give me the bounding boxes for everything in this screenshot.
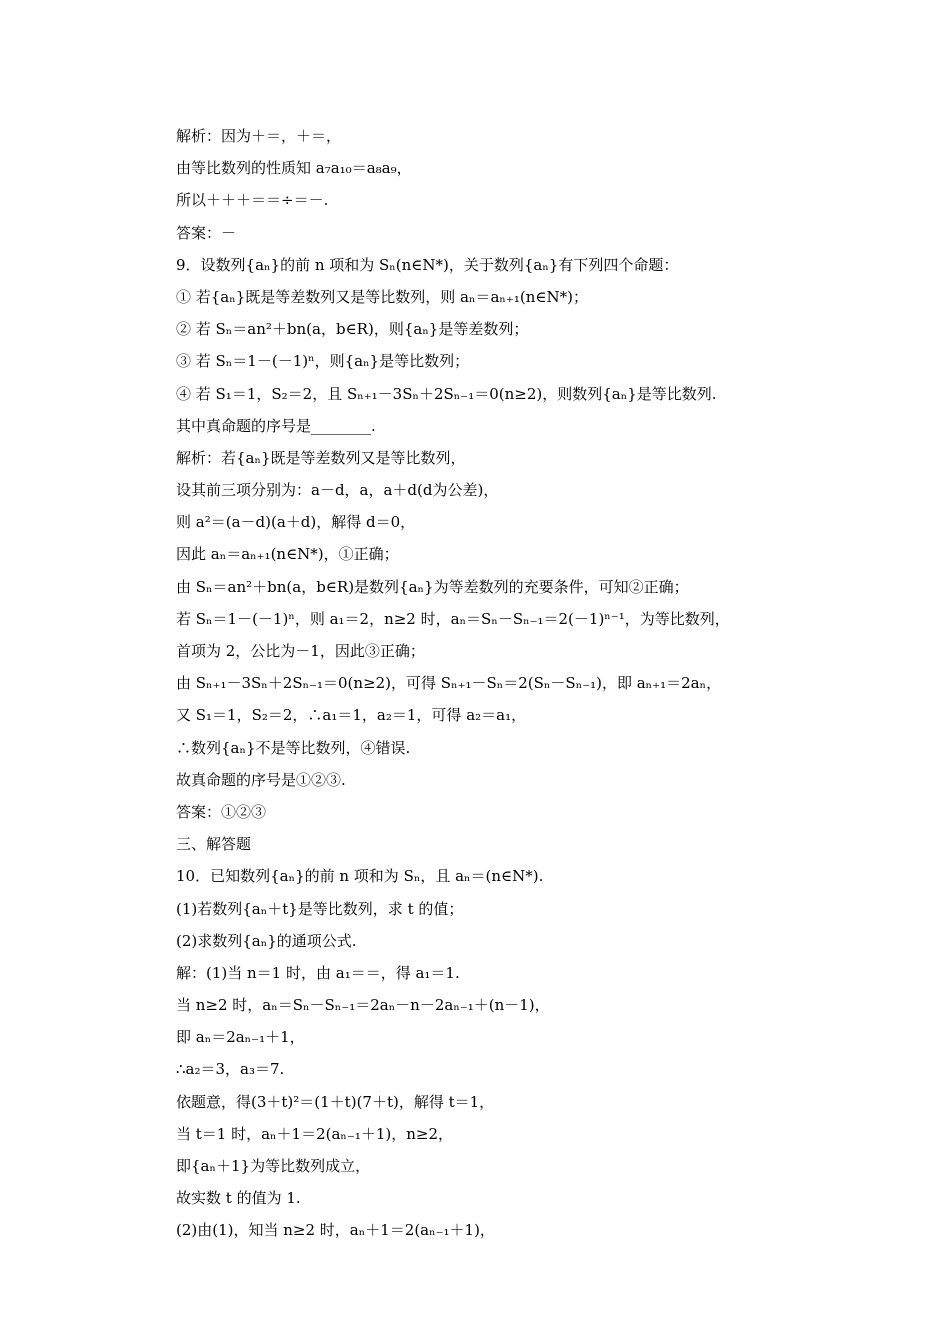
text-line: 解：(1)当 n＝1 时，由 a₁＝＝，得 a₁＝1. xyxy=(176,963,460,982)
text-line: 因此 aₙ＝aₙ₊₁(n∈N*)，①正确； xyxy=(176,545,399,564)
text-line: ∴a₂＝3，a₃＝7. xyxy=(176,1060,285,1079)
text-line: 由等比数列的性质知 a₇a₁₀＝a₈a₉， xyxy=(176,159,412,178)
text-line: 10．已知数列{aₙ}的前 n 项和为 Sₙ，且 aₙ＝(n∈N*). xyxy=(176,867,544,886)
text-line: 设其前三项分别为：a－d，a，a＋d(d为公差)， xyxy=(176,481,499,500)
text-line: ③ 若 Sₙ＝1－(－1)ⁿ，则{aₙ}是等比数列； xyxy=(176,352,470,371)
text-line: 当 n≥2 时，aₙ＝Sₙ－Sₙ₋₁＝2aₙ－n－2aₙ₋₁＋(n－1)， xyxy=(176,996,550,1015)
text-line: 故真命题的序号是①②③. xyxy=(176,770,346,789)
text-line: 所以＋＋＋＝＝÷＝－. xyxy=(176,191,329,210)
document-body xyxy=(176,120,816,1247)
text-line: 又 S₁＝1，S₂＝2，∴a₁＝1，a₂＝1，可得 a₂＝a₁， xyxy=(176,706,527,725)
text-line: ④ 若 S₁＝1，S₂＝2，且 Sₙ₊₁－3Sₙ＋2Sₙ₋₁＝0(n≥2)，则数列{aₙ}是等比数列. xyxy=(176,384,717,403)
text-line: 当 t＝1 时，aₙ＋1＝2(aₙ₋₁＋1)，n≥2， xyxy=(176,1124,454,1143)
text-line: 解析：若{aₙ}既是等差数列又是等比数列， xyxy=(176,448,466,467)
text-line: 解析：因为＋＝，＋＝， xyxy=(176,127,342,145)
text-line: 由 Sₙ＝an²＋bn(a，b∈R)是数列{aₙ}为等差数列的充要条件，可知②正确； xyxy=(176,577,689,596)
text-line: 9．设数列{aₙ}的前 n 项和为 Sₙ(n∈N*)，关于数列{aₙ}有下列四个命题： xyxy=(176,255,679,274)
text-line: (2)求数列{aₙ}的通项公式. xyxy=(176,931,357,950)
text-line: 首项为 2，公比为－1，因此③正确； xyxy=(176,642,425,660)
text-line: 即{aₙ＋1}为等比数列成立， xyxy=(176,1157,371,1175)
text-line: 若 Sₙ＝1－(－1)ⁿ，则 a₁＝2，n≥2 时，aₙ＝Sₙ－Sₙ₋₁＝2(－1)ⁿ⁻¹，为等比数列， xyxy=(176,609,730,628)
text-line: (2)由(1)，知当 n≥2 时，aₙ＋1＝2(aₙ₋₁＋1)， xyxy=(176,1221,495,1240)
text-line: 依题意，得(3＋t)²＝(1＋t)(7＋t)，解得 t＝1， xyxy=(176,1092,495,1111)
text-line: ∴数列{aₙ}不是等比数列，④错误. xyxy=(176,738,411,757)
text-line: 故实数 t 的值为 1. xyxy=(176,1189,301,1208)
text-line: 答案：①②③ xyxy=(176,802,267,821)
text-line: 答案：－ xyxy=(176,223,237,242)
text-line: (1)若数列{aₙ＋t}是等比数列，求 t 的值； xyxy=(176,899,464,918)
text-line: 即 aₙ＝2aₙ₋₁＋1， xyxy=(176,1028,305,1047)
text-line: 则 a²＝(a－d)(a＋d)，解得 d＝0， xyxy=(176,513,416,532)
text-line: 其中真命题的序号是________. xyxy=(176,416,376,435)
text-line: ② 若 Sₙ＝an²＋bn(a，b∈R)，则{aₙ}是等差数列； xyxy=(176,320,529,339)
text-line: 三、解答题 xyxy=(176,835,252,854)
text-line: 由 Sₙ₊₁－3Sₙ＋2Sₙ₋₁＝0(n≥2)，可得 Sₙ₊₁－Sₙ＝2(Sₙ－Sₙ₋₁)，即 aₙ₊₁＝2aₙ， xyxy=(176,674,722,693)
text-line: ① 若{aₙ}既是等差数列又是等比数列，则 aₙ＝aₙ₊₁(n∈N*)； xyxy=(176,287,588,306)
